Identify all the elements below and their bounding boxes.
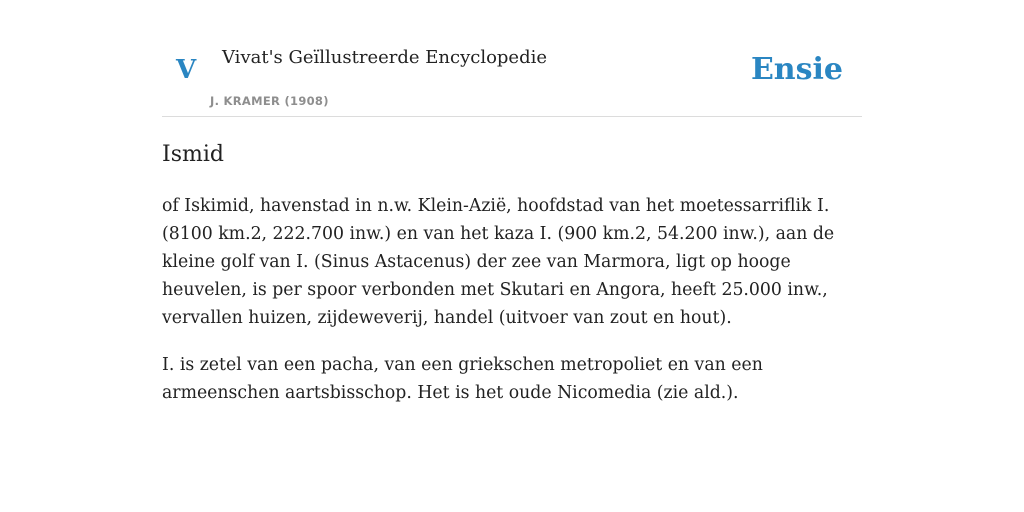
entry-content [162,138,862,407]
book-title-link[interactable]: Vivat's Geïllustreerde Encyclopedie [222,47,548,68]
ensie-logo[interactable]: Ensie [750,52,843,87]
entry-title: Ismid [162,142,224,167]
book-logo-icon[interactable]: V [176,55,197,85]
book-header [162,0,862,117]
entry-paragraph: of Iskimid, havenstad in n.w. Klein-Azië, hoofdstad van het moetessarriflik I. (8100 km.2, 222.700 inw.) en van het kaza I. (900 km.2, 54.200 inw.), aan de kleine golf van I. (Sinus Astacenus) der zee van Marmora, ligt op hooge heuvelen, is per spoor verbonden met Skutari en Angora, heeft 25.000 inw., vervallen huizen, zijdeweverij, handel (uitvoer van zout en hout). [162,196,835,328]
book-author: J. KRAMER (1908) [210,94,329,108]
entry-paragraph: I. is zetel van een pacha, van een griekschen metropoliet en van een armeenschen aartsbisschop. Het is het oude Nicomedia (zie ald.). [162,355,763,403]
